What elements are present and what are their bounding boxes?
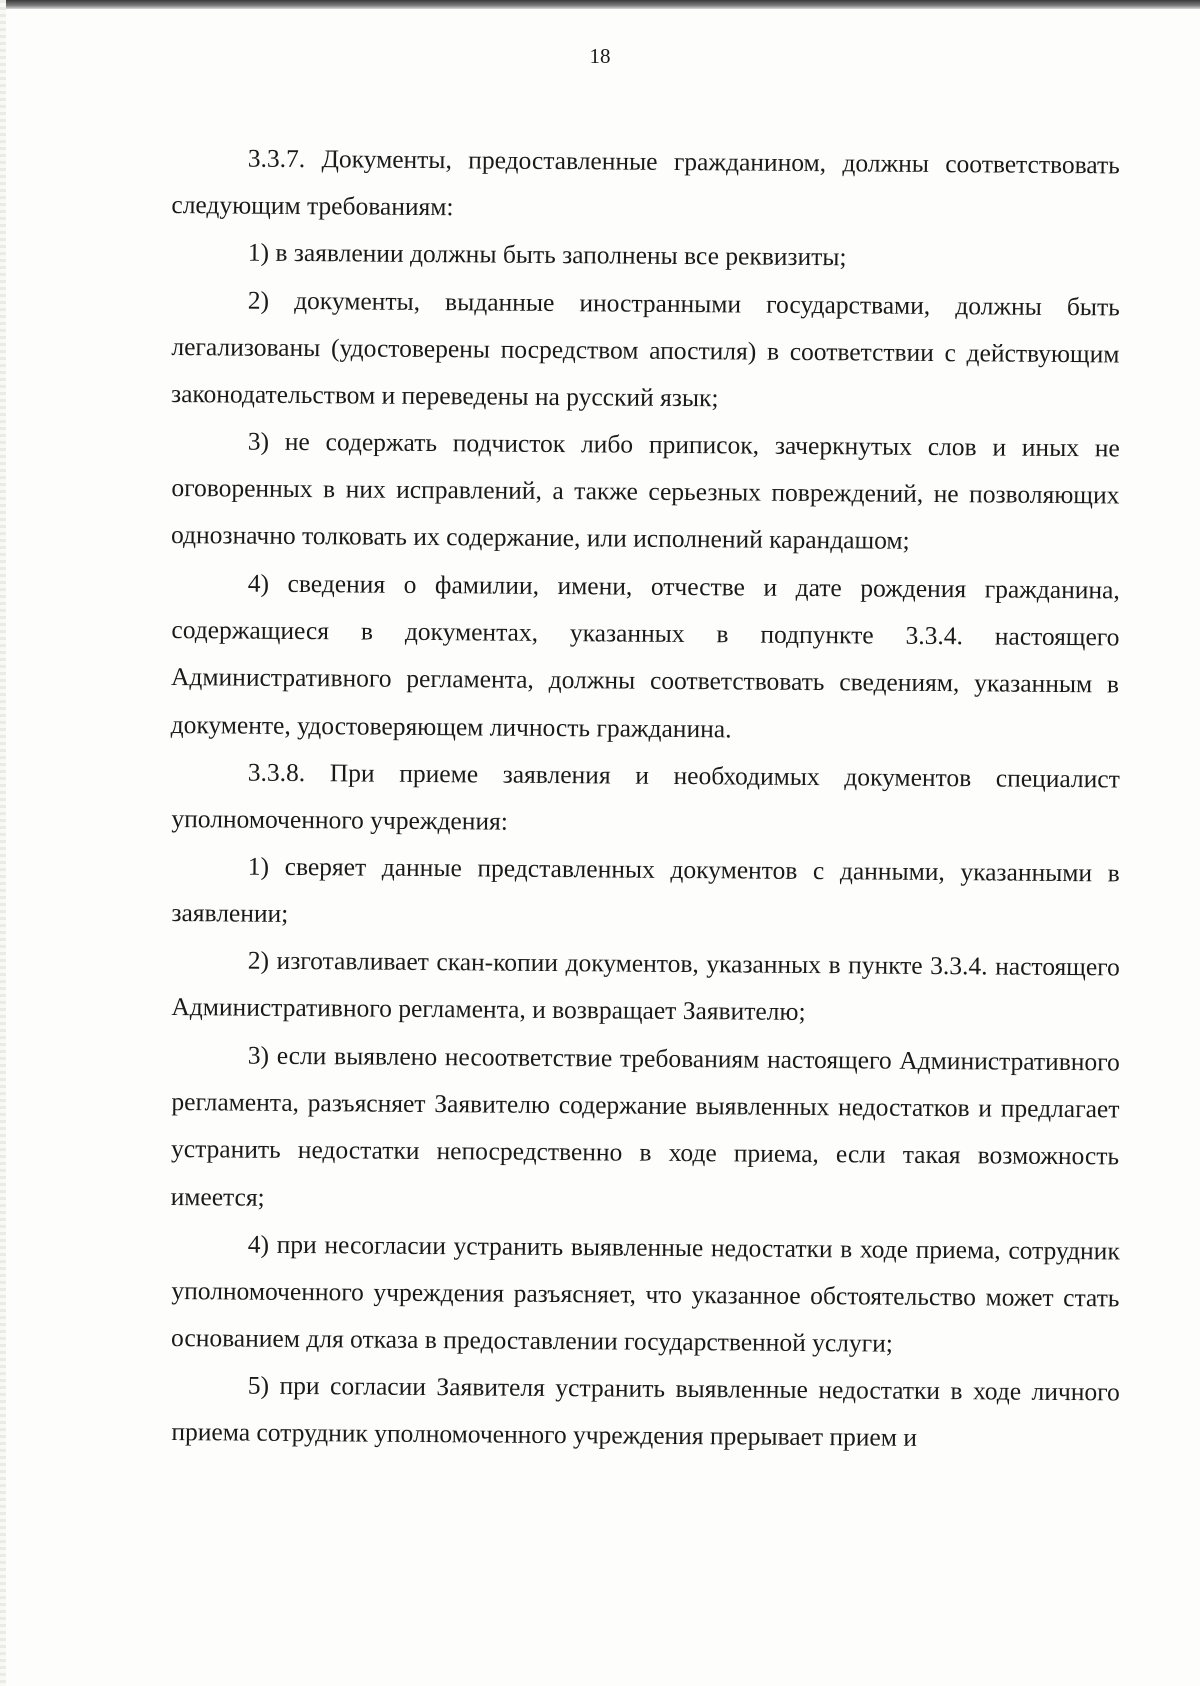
paragraph-item: 5) при согласии Заявителя устранить выявленные недостатки в ходе личного приема сотрудник уполномоченного учреждения прерывает прием и: [171, 1370, 1120, 1453]
scan-top-edge: [0, 0, 1200, 9]
page-number: 18: [589, 44, 611, 68]
paragraph-item: 1) сверяет данные представленных документов с данными, указанными в заявлении;: [171, 851, 1120, 929]
document-body: [172, 134, 1120, 1456]
paragraph-item: 1) в заявлении должны быть заполнены все реквизиты;: [247, 238, 847, 272]
paragraph-3-3-8: 3.3.8. При приеме заявления и необходимых документов специалист уполномоченного учреждения:: [171, 757, 1120, 836]
paragraph-item: 4) при несогласии устранить выявленные недостатки в ходе приема, сотрудник уполномоченного учреждения разъясняет, что указанное обстоятельство может стать основанием для отказа в предоставлении государственной услуги;: [170, 1229, 1120, 1358]
paragraph-item: 3) не содержать подчисток либо приписок, зачеркнутых слов и иных не оговоренных в них исправлений, а также серьезных повреждений, не позволяющих однозначно толковать их содержание, или исполнений карандашом;: [170, 426, 1120, 556]
paragraph-item: 2) изготавливает скан-копии документов, указанных в пункте 3.3.4. настоящего Административного регламента, и возвращает Заявителю;: [171, 946, 1120, 1027]
scan-left-edge: [0, 0, 6, 1686]
paragraph-item: 4) сведения о фамилии, имени, отчестве и дате рождения гражданина, содержащиеся в документах, указанных в подпункте 3.3.4. настоящего Административного регламента, должны соответствовать сведениям, указанным в документе, удостоверяющем личность гражданина.: [170, 568, 1120, 743]
paragraph-item: 3) если выявлено несоответствие требованиям настоящего Административного регламента, разъясняет Заявителю содержание выявленных недостатков и предлагает устранить недостатки непосредственно в ходе приема, если такая возможность имеется;: [170, 1040, 1120, 1212]
paragraph-3-3-7: 3.3.7. Документы, предоставленные гражданином, должны соответствовать следующим требованиям:: [171, 143, 1120, 222]
paragraph-item: 2) документы, выданные иностранными государствами, должны быть легализованы (удостоверены посредством апостиля) в соответствии с действующим законодательством и переведены на русский язык;: [170, 285, 1120, 413]
